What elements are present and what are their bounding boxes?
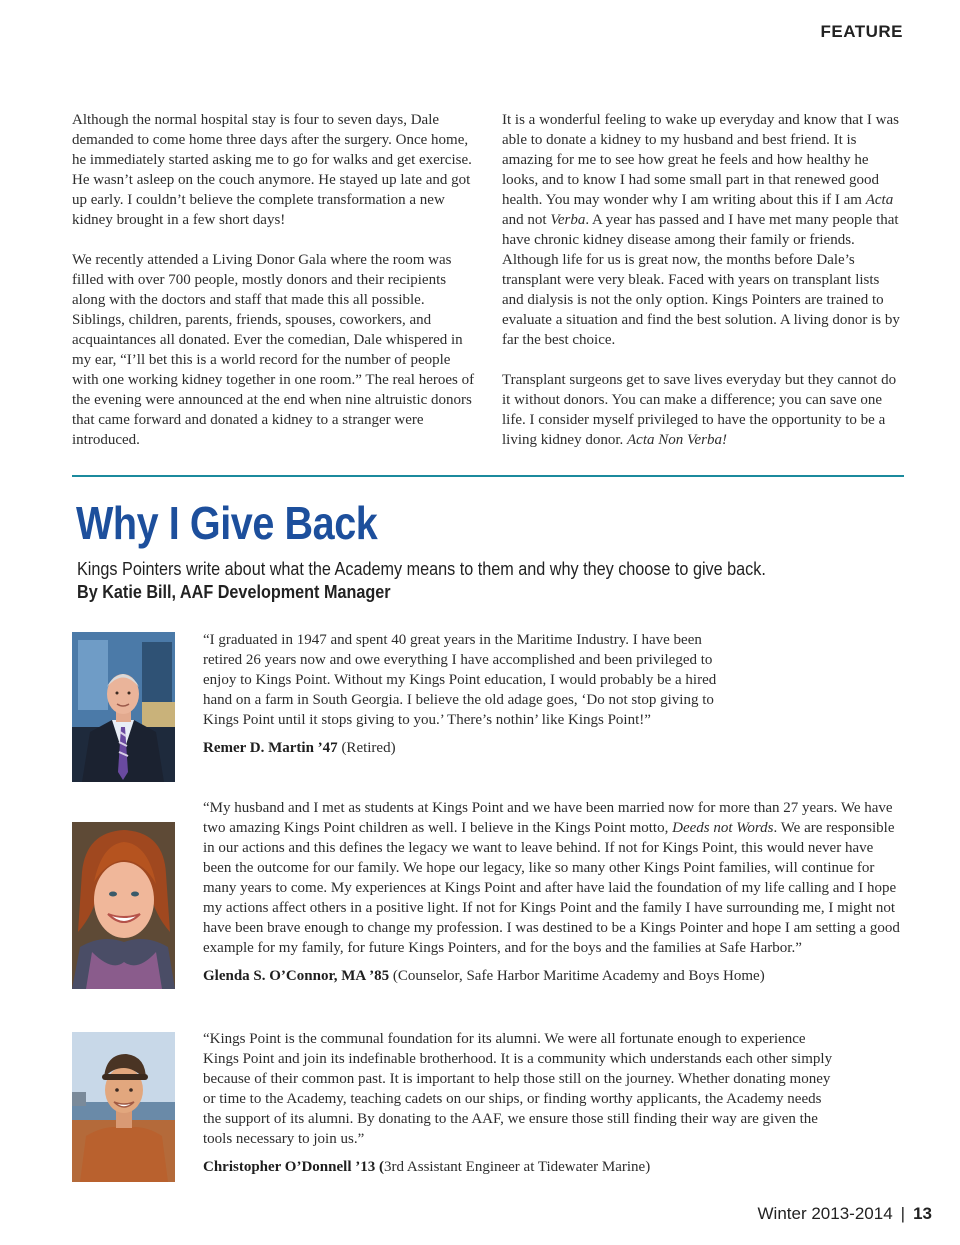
issue-label: Winter 2013-2014 <box>757 1204 893 1223</box>
page-footer <box>758 1204 932 1224</box>
section-divider <box>72 475 904 477</box>
testimonial-name: Glenda S. O’Connor, MA ’85 <box>203 968 390 984</box>
testimonial-attribution <box>203 1157 843 1177</box>
testimonial-quote: “My husband and I met as students at Kings Point and we have been married now for more than 27 years. We have two amazing Kings Point children as well. I believe in the Kings Point motto, Deeds not Words. We are responsible in our actions and this defines the legacy we want to leave behind. If not for Kings Point, this would never have been the outcome for our family. We hope our legacy, like so many other Kings Point families, will continue for many years to come. My experiences at Kings Point and after have laid the foundation of my life calling and I hope my actions affect others in a positive light. If not for Kings Point and the family I have surrounding me, I might not have been brave enough to change my profession. I was destined to be a Kings Pointer and hope I am setting a good example for my family, for future Kings Pointers, and for the boys and the families at Safe Harbor.” <box>203 800 900 956</box>
testimonial-name: Christopher O’Donnell ’13 ( <box>203 1159 384 1175</box>
footer-separator: | <box>900 1204 906 1223</box>
story-paragraph: Although the normal hospital stay is four to seven days, Dale demanded to come home three days after the surgery. Once home, he immediately started asking me to go for walks and get exercise. He wasn’t asleep on the couch anymore. He stayed up late and got up early. I couldn’t believe the complete transformation a new kidney brought in a few short days! <box>72 112 472 228</box>
testimonial <box>203 630 743 758</box>
testimonial <box>203 1029 843 1177</box>
testimonial <box>203 798 903 986</box>
testimonial-quote: “I graduated in 1947 and spent 40 great years in the Maritime Industry. I have been retired 26 years now and owe everything I have accomplished and been privileged to enjoy to Kings Point. Without my Kings Point education, I would probably be a hired hand on a farm in South Georgia. I believe the old adage goes, ‘Do not stop giving to Kings Point until it stops giving to you.’ There’s nothin’ like Kings Point!” <box>203 632 717 728</box>
portrait-photo-glenda-oconnor <box>72 822 175 989</box>
testimonial-attribution <box>203 966 903 986</box>
story-right-column <box>502 110 904 450</box>
page-number: 13 <box>913 1204 932 1223</box>
section-label: FEATURE <box>820 22 903 41</box>
testimonial-quote: “Kings Point is the communal foundation for its alumni. We were all fortunate enough to experience Kings Point and join its indefinable brotherhood. It is a community which understands each other simply because of their common past. It is important to help those still on the journey. Whether donating money or time to the Academy, teaching cadets on our ships, or finding worthy applicants, the Academy needs the support of its alumni. By donating to the AAF, we ensure those still finding their way are given the tools necessary to join us.” <box>203 1031 833 1147</box>
story-paragraph: We recently attended a Living Donor Gala where the room was filled with over 700 people, mostly donors and their recipients along with the doctors and staff that made this all possible. Siblings, children, parents, friends, spouses, coworkers, and acquaintances all donated. Ever the comedian, Dale whispered in my ear, “I’ll bet this is a world record for the number of people with one working kidney together in one room.” The real heroes of the evening were announced at the end when nine altruistic donors that came forward and donated a kidney to a stranger were introduced. <box>72 252 475 448</box>
testimonial-role: 3rd Assistant Engineer at Tidewater Marine) <box>383 1159 651 1175</box>
feature-byline: By Katie Bill, AAF Development Manager <box>77 582 391 602</box>
story-paragraph: Transplant surgeons get to save lives everyday but they cannot do it without donors. You can make a difference; you can save one life. I consider myself privileged to have the opportunity to be a living kidney donor. Acta Non Verba! <box>502 372 897 448</box>
feature-title: Why I Give Back <box>76 497 378 549</box>
testimonial-role: (Retired) <box>337 740 396 756</box>
testimonial-role: (Counselor, Safe Harbor Maritime Academy and Boys Home) <box>389 968 765 984</box>
portrait-photo-christopher-odonnell <box>72 1032 175 1182</box>
story-paragraph: It is a wonderful feeling to wake up everyday and know that I was able to donate a kidney to my husband and best friend. It is amazing for me to see how great he feels and how healthy he looks, and to know I had some small part in that renewed good health. You may wonder why I am writing about this if I am Acta and not Verba. A year has passed and I have met many people that have chronic kidney disease among their family or friends. Although life for us is great now, the months before Dale’s transplant were very bleak. Faced with years on transplant lists and dialysis is not the only option. Kings Pointers are trained to evaluate a situation and find the best solution. A living donor is by far the best choice. <box>502 112 900 348</box>
portrait-photo-remer-martin <box>72 632 175 782</box>
testimonial-attribution <box>203 738 743 758</box>
story-left-column <box>72 110 477 450</box>
feature-subtitle: Kings Pointers write about what the Academy means to them and why they choose to give back. <box>77 559 766 579</box>
testimonial-name: Remer D. Martin ’47 <box>203 740 338 756</box>
